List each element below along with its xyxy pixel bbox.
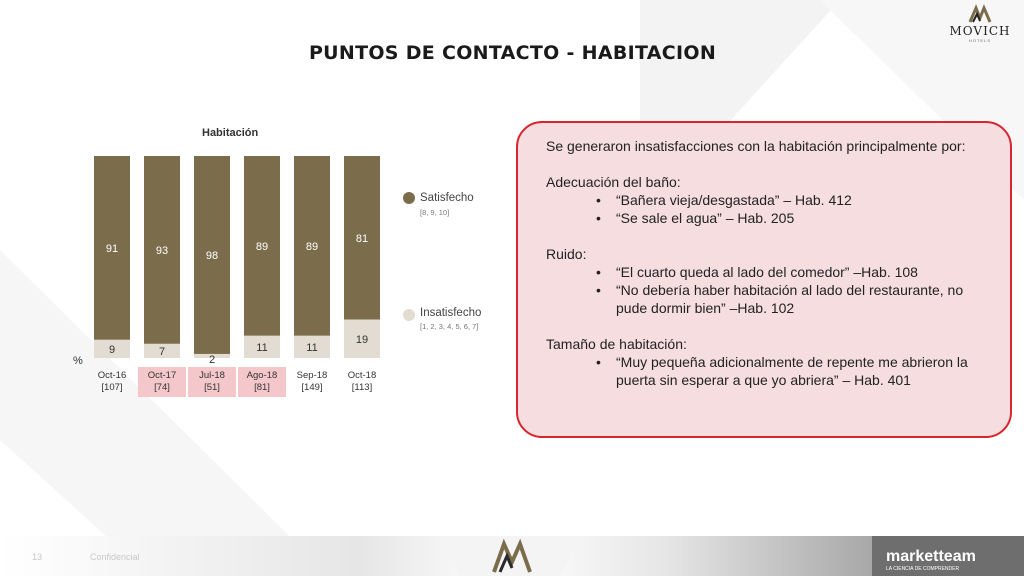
callout-item: • “Se sale el agua” – Hab. 205 — [596, 209, 984, 227]
insights-callout — [516, 121, 1012, 438]
data-label-satisfecho: 89 — [255, 240, 269, 253]
page-title: PUNTOS DE CONTACTO - HABITACION — [308, 42, 717, 64]
data-label-insatisfecho: 9 — [108, 343, 116, 356]
legend-note-satisfecho: [8, 9, 10] — [420, 208, 450, 217]
data-label-satisfecho: 93 — [155, 244, 169, 257]
category-label: Oct-16 — [97, 370, 127, 381]
data-label-satisfecho: 98 — [205, 249, 219, 262]
category-label: Oct-18 — [347, 370, 377, 381]
sample-size-label: [74] — [154, 382, 170, 393]
category-label: Jul-18 — [199, 370, 225, 381]
data-label-insatisfecho: 19 — [355, 333, 369, 346]
callout-heading-ruido: Ruido: — [546, 246, 587, 262]
chart-title: Habitación — [202, 127, 259, 139]
sample-size-label: [149] — [301, 382, 323, 393]
sample-size-label: [113] — [351, 382, 373, 393]
data-label-insatisfecho: 7 — [158, 345, 166, 358]
marketteam-logo: marketteam — [886, 548, 976, 565]
callout-item: • “El cuarto queda al lado del comedor” –Hab. 108 — [596, 263, 984, 281]
confidential-label: Confidencial — [90, 552, 140, 562]
logo-name: MOVICH — [949, 24, 1011, 38]
unit-label: % — [73, 355, 83, 367]
callout-item: • “No debería haber habitación al lado del restaurante, no pude dormir bien” –Hab. 102 — [596, 281, 984, 317]
logo-subtitle: HOTELS — [968, 38, 991, 43]
data-label-satisfecho: 91 — [105, 242, 119, 255]
legend-swatch-satisfecho — [403, 192, 415, 204]
callout-heading-bano: Adecuación del baño: — [546, 174, 681, 190]
sample-size-label: [81] — [254, 382, 270, 393]
legend-label-insatisfecho: Insatisfecho — [420, 307, 482, 319]
sample-size-label: [107] — [101, 382, 123, 393]
category-label: Ago-18 — [246, 370, 278, 381]
category-label: Sep-18 — [296, 370, 328, 381]
legend-label-satisfecho: Satisfecho — [420, 192, 474, 204]
data-label-satisfecho: 89 — [305, 240, 319, 253]
legend-swatch-insatisfecho — [403, 309, 415, 321]
footer-band — [0, 536, 1024, 576]
callout-heading-tamano: Tamaño de habitación: — [546, 336, 687, 352]
callout-item: • “Muy pequeña adicionalmente de repente me abrieron la puerta sin esperar a que yo abriera” – Hab. 401 — [596, 353, 984, 389]
callout-item: • “Bañera vieja/desgastada” – Hab. 412 — [596, 191, 984, 209]
data-label-satisfecho: 81 — [355, 232, 369, 245]
sample-size-label: [51] — [204, 382, 220, 393]
page-number: 13 — [32, 552, 43, 562]
data-label-insatisfecho: 11 — [306, 341, 318, 354]
data-label-insatisfecho: 11 — [256, 341, 268, 354]
legend-note-insatisfecho: [1, 2, 3, 4, 5, 6, 7] — [420, 322, 479, 331]
marketteam-tagline: LA CIENCIA DE COMPRENDER — [886, 566, 960, 572]
category-label: Oct-17 — [147, 370, 177, 381]
callout-intro: Se generaron insatisfacciones con la habitación principalmente por: — [546, 138, 966, 154]
data-label-insatisfecho: 2 — [208, 354, 216, 366]
